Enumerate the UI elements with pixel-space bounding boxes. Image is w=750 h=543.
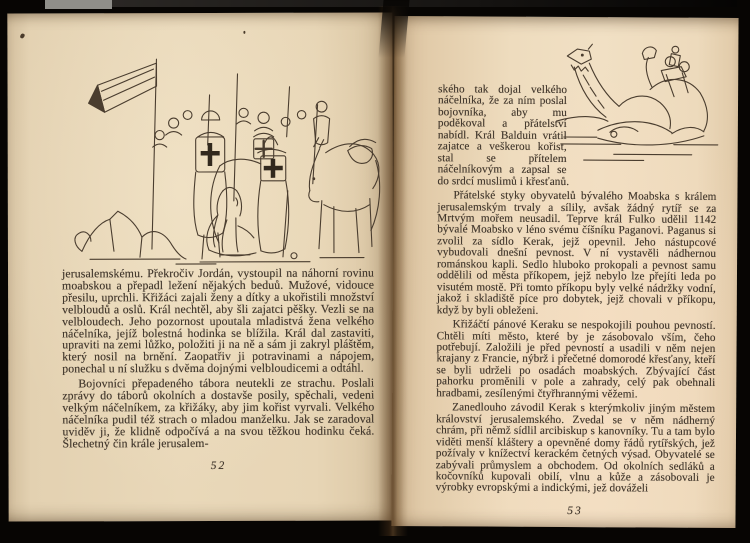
paragraph: ského tak dojal velkého náčelníka, že za ním poslal bojovníka, aby mu poděkoval a přátelství nabídl. Král Balduin vrátil zajatce a veškerou kořist, stal se přítelem náčelníkovým a zapsal se do srdcí muslimů i křesťanů. [437,83,570,188]
right-page-text [436,84,718,518]
camels-illustration [567,85,717,168]
paragraph: Bojovníci přepadeného tábora neutekli ze strachu. Poslali zprávy do táborů okolních a dostavše posily, spěchali, vedeni velkým náčelníkem, za křižáky, aby jim kořist vyrvali. Velkého náčelníka pudil též strach o mladou manželku. Jak se zaradoval uviděv ji, že klidně odpočívá a na svou těžkou hodinku čeká. Šlechetný čin krále jerusalem- [62,375,375,451]
left-page-text [61,265,375,473]
page-number-right: 53 [567,504,583,517]
left-page [7,12,393,521]
crusaders-illustration [57,19,388,266]
paragraph: Křižáčtí pánové Keraku se nespokojili pouhou pevností. Chtěli míti město, které by je zásobovalo vším, čeho potřebují. Založili je před pevností a usadili v něm nejen krajany z Francie, nýbrž i přečetné domorodé křesťany, kteří se byli udrželi po osadách moabských. Zbývající část pahorku proměnili v pole a zahrady, celý pak obehnali hradbami, zesílenými čtyřhrannými věžemi. [436,318,716,401]
book-cover-edge [45,0,112,9]
page-number-left: 52 [210,459,227,472]
camels-illustration-drawing [553,25,724,176]
paragraph: Přátelské styky obyvatelů bývalého Moabska s králem jerusalemským trvaly a sílily, avšak žádný rytíř se za Mrtvým mořem neusadil. Teprve král Fulko udělil 1142 bývalé Moabsko v léno svému číšníku Paganovi. Paganus si zvolil za sídlo Kerak, jejž opevnil. Jeho nástupcové vybudovali dnešní pevnost. V ní vystavěli nádhernou románskou kapli. Sedlo hluboko prokopali a pevnost samu oddělili od města příkopem, jejž nebylo lze přejíti leda po visutém mostě. Při tomto příkopu byly velké nádržky vodní, jakož i skladiště píce pro dobytek, jejž chovali v příkopu, když by byli obleženi. [436,189,717,317]
right-page [391,16,738,528]
ink-speck [20,33,26,39]
crusaders-illustration-drawing [57,19,388,266]
paragraph: jerusalemskému. Překročiv Jordán, vystoupil na náhorní rovinu moabskou a přepadl ležení nějakých beduů. Mužové, vidouce přesilu, uprchli. Křižáci zajali ženy a dítky a ukořistili množství velbloudů a oslů. Král nechtěl, aby šli zajatci pěšky. Vezli se na velbloudech. Jeho pozornost upoutala mladistvá žena velkého náčelníka, jejíž bolestná hodinka se blížila. Král dal zastaviti, upraviti na zemi lůžko, položiti ji na ně a sám ji zakryl pláštěm, který nosil na brnění. Zaopatřiv ji potravinami a nápojem, ponechal u ní služku s dvěma dojnými velbloudicemi a odtáhl. [61,265,375,376]
photo-top-shadow [112,0,737,7]
paragraph: Zanedlouho závodil Kerak s kterýmkoliv jiným městem království jerusalemského. Zvedal se v něm nádherný chrám, při němž sídlil arcibiskup s kanovníky. Tu a tam bylo viděti menší kláštery a opevněné domy řádů rytířských, jež požívaly v knížectví kerackém četných výsad. Obyvatelé se zabývali průmyslem a obchodem. Od okolních sedláků a kočovníků kupovali obilí, vlnu a kůže a zásobovali je výrobky evropskými a indickými, jež dováželi [435,401,716,495]
